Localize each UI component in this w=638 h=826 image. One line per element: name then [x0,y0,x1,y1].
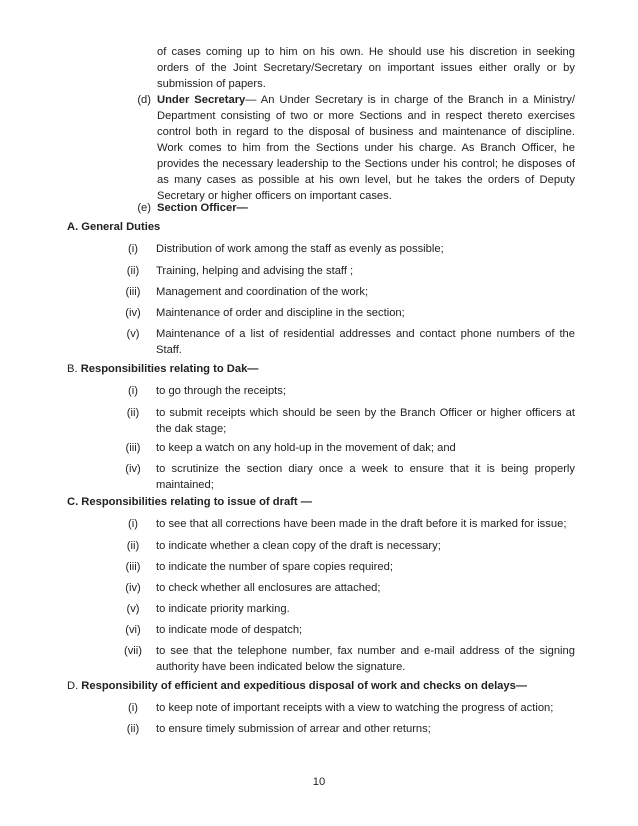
list-item [110,440,575,456]
list-item [110,284,575,300]
page-number: 10 [312,776,326,788]
list-item [110,461,575,493]
item-text: Management and coordination of the work; [156,286,369,298]
section-prefix: D. [67,680,79,692]
item-text: to keep note of important receipts with a view to watching the progress of action; [156,702,554,714]
item-number: (iv) [125,463,141,475]
item-text: Training, helping and advising the staff ; [156,265,354,277]
item-text: Maintenance of a list of residential addresses and contact phone numbers of the Staff. [156,328,575,356]
item-number: (i) [128,518,138,530]
paragraph-number: (e) [137,202,151,214]
paragraph-text: — An Under Secretary is in charge of the Branch in a Ministry/ Department consisting of two or more Sections and in respect thereto exercises control both in regard to the disposal of business and maintenance of discipline. Work comes to him from the Sections under his charge. As Branch Officer, he provides the necessary leadership to the Sections under his control; he disposes of as many cases as possible at his own level, but he takes the orders of Deputy Secretary or higher officers on important cases. [157,94,575,202]
list-item [110,580,575,596]
paragraph-number: (d) [137,94,151,106]
list-item [110,559,575,575]
paragraph-e [122,200,575,216]
item-text: to scrutinize the section diary once a week to ensure that it is being properly maintained; [156,463,575,491]
item-number: (i) [128,243,138,255]
item-number: (vi) [125,624,141,636]
item-number: (ii) [126,265,140,277]
item-number: (ii) [126,723,140,735]
paragraph-d [122,92,575,204]
item-number: (ii) [126,540,140,552]
paragraph-title: Under Secretary [157,94,246,106]
list-item [110,643,575,675]
list-item [110,263,575,279]
item-text: to go through the receipts; [156,385,286,397]
item-number: (iv) [125,582,141,594]
item-number: (v) [126,328,140,340]
item-text: to see that the telephone number, fax number and e-mail address of the signing authority have been indicated below the signature. [156,645,575,673]
item-number: (ii) [126,407,140,419]
list-item [110,405,575,437]
section-prefix: B. [67,363,78,375]
item-number: (iv) [125,307,141,319]
continued-paragraph: of cases coming up to him on his own. He should use his discretion in seeking orders of the Joint Secretary/Secretary on important issues either orally or by submission of papers. [157,46,575,90]
list-item [110,721,575,737]
item-number: (iii) [125,561,141,573]
item-number: (iii) [125,286,141,298]
item-text: to see that all corrections have been made in the draft before it is marked for issue; [156,518,567,530]
item-text: to indicate whether a clean copy of the draft is necessary; [156,540,441,552]
paragraph-title: Section Officer— [157,202,248,214]
item-text: to indicate priority marking. [156,603,290,615]
item-number: (i) [128,702,138,714]
list-item [110,326,575,358]
item-text: to check whether all enclosures are attached; [156,582,381,594]
list-item [110,241,575,257]
item-text: Distribution of work among the staff as evenly as possible; [156,243,444,255]
section-d-heading [67,678,527,694]
section-c-heading: C. Responsibilities relating to issue of draft — [67,496,312,508]
item-number: (vii) [123,645,143,657]
section-b-heading [67,361,258,377]
section-title: Responsibilities relating to Dak— [80,363,259,375]
item-text: to keep a watch on any hold-up in the movement of dak; and [156,442,456,454]
list-item [110,622,575,638]
item-number: (i) [128,385,138,397]
list-item [110,516,575,532]
item-number: (v) [126,603,140,615]
item-text: to indicate the number of spare copies required; [156,561,393,573]
item-text: to ensure timely submission of arrear and other returns; [156,723,431,735]
list-item [110,601,575,617]
list-item [110,305,575,321]
item-text: to submit receipts which should be seen by the Branch Officer or higher officers at the dak stage; [156,407,575,435]
list-item [110,383,575,399]
list-item [110,538,575,554]
section-a-heading: A. General Duties [67,221,161,233]
item-number: (iii) [125,442,141,454]
list-item [110,700,575,716]
section-title: Responsibility of efficient and expeditious disposal of work and checks on delays— [81,680,528,692]
item-text: to indicate mode of despatch; [156,624,303,636]
item-text: Maintenance of order and discipline in the section; [156,307,405,319]
